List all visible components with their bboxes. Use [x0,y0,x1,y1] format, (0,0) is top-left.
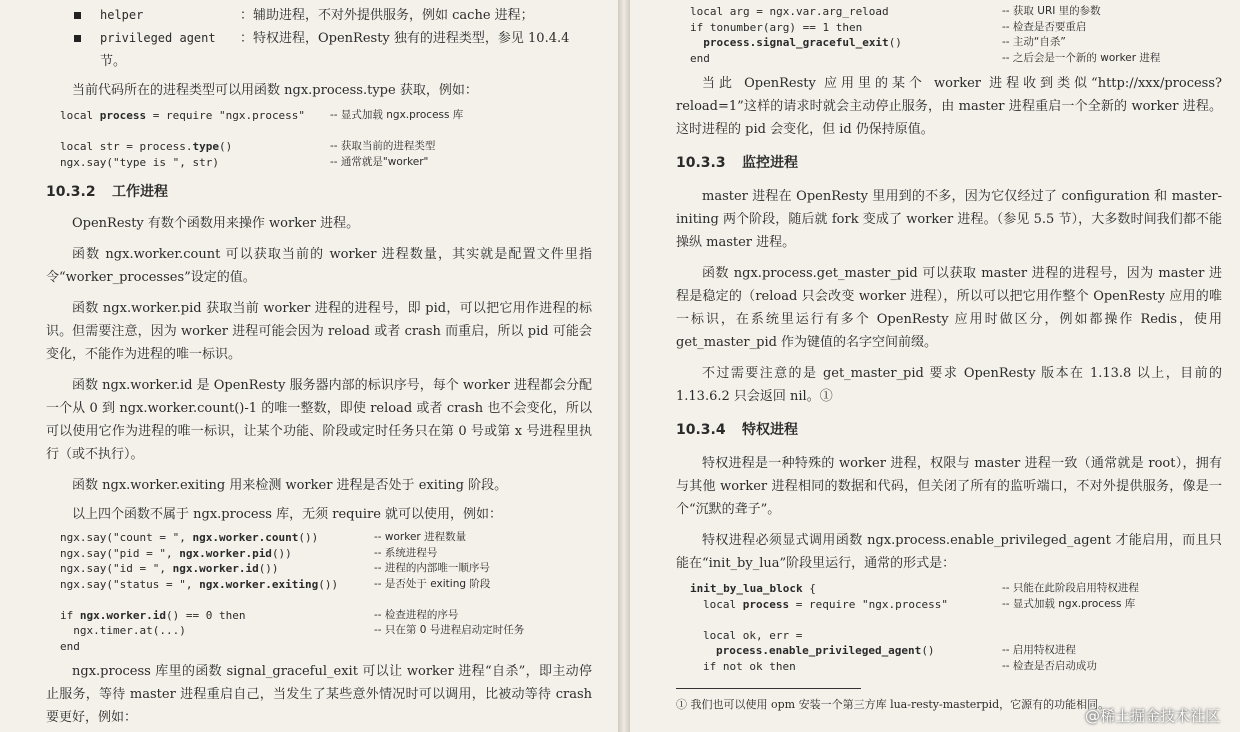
code-comment: -- 只能在此阶段启用特权进程 [1002,582,1139,594]
section-title: 工作进程 [112,184,168,200]
code-plain: { [802,582,816,595]
paragraph-worker-intro: OpenResty 有数个函数用来操作 worker 进程。 [72,216,360,231]
code-plain: ()) [271,546,292,560]
code-line [690,643,1222,659]
code-comment: -- 启用特权进程 [1002,644,1076,656]
code-line [60,608,592,624]
code-plain: if [60,608,80,622]
code-text [60,609,245,622]
code-text [60,156,219,169]
code-keyword: ngx.worker.id [79,608,166,622]
section-heading-worker [46,180,592,204]
footnote-divider [676,688,861,689]
code-plain [690,36,703,49]
code-plain: ngx.say("pid = ", [60,546,180,560]
paragraph-worker-pid: 函数 ngx.worker.pid 获取当前 worker 进程的进程号，即 pid，可以把它用作进程的标识。但需要注意，因为 worker 进程可能会因为 reload 或者 crash 而重启，所以 pid 可能会变化，不能作为进程的唯一标识。 [46,301,592,362]
code-keyword: ngx.worker.exiting [199,577,319,591]
process-type-item [46,27,592,73]
code-line [60,139,592,155]
code-text [690,5,889,18]
process-type-desc: ：特权进程，OpenResty 独有的进程类型，参见 10.4.4 节。 [100,31,570,69]
code-keyword: ngx.worker.count [192,531,299,544]
code-plain: end [60,639,80,653]
left-page [0,0,618,732]
right-page [630,0,1240,732]
code-comment: -- 显式加载 ngx.process 库 [330,109,464,121]
page-gutter [618,0,630,732]
code-line [60,124,592,140]
code-block-worker-funcs [46,530,592,654]
paragraph-privileged-enable: 特权进程必须显式调用函数 ngx.process.enable_privileged_agent 才能启用，而且只能在“init_by_lua”阶段里运行，通常的形式是： [676,533,1222,571]
code-plain: = require "ngx.process" [146,109,306,122]
code-plain: ()) [298,531,319,544]
paragraph-graceful-exit: ngx.process 库里的函数 signal_graceful_exit 可以让 worker 进程“自杀”，即主动停止服务，等待 master 进程重启自己，当发生了某些意外情况时可以调用，比被动等待 crash 要更好，例如： [46,664,592,725]
code-line [60,546,592,562]
section-heading-privileged [676,418,1222,442]
code-comment: -- 是否处于 exiting 阶段 [374,577,491,590]
code-plain: () [921,644,935,657]
code-line [690,51,1222,67]
code-text [690,52,710,65]
code-text [690,36,902,49]
code-line [690,4,1222,20]
code-line [60,155,592,171]
code-comment: -- 获取当前的进程类型 [330,140,436,152]
code-comment: -- 系统进程号 [374,546,438,559]
code-line [60,592,592,608]
code-keyword: process.enable_privileged_agent [716,644,922,657]
code-plain: ()) [258,562,279,575]
code-plain: local ok, err = [703,628,803,642]
code-comment: -- 检查进程的序号 [374,608,459,621]
code-line [690,612,1222,628]
paragraph-worker-exiting: 函数 ngx.worker.exiting 用来检测 worker 进程是否处于 exiting 阶段。 [72,478,508,493]
section-number: 10.3.2 [46,184,96,200]
code-text [60,640,80,653]
paragraph-worker-count: 函数 ngx.worker.count 可以获取当前的 worker 进程数量，其实就是配置文件里指令“worker_processes”设定的值。 [46,247,592,285]
code-line [60,530,592,546]
code-text [690,629,802,642]
code-text [690,21,862,34]
code-text [690,582,816,595]
code-keyword: ngx.worker.pid [179,546,272,560]
code-plain: local [703,597,743,611]
code-keyword: process [742,597,790,611]
code-comment: -- 通常就是"worker" [330,155,429,168]
process-type-item [46,4,592,27]
watermark: @稀土掘金技术社区 [1084,707,1220,725]
code-block-process-type [46,108,592,170]
code-plain: ngx.say("type is ", str) [60,155,219,169]
code-comment: -- 进程的内部唯一顺序号 [374,562,490,574]
code-text [60,109,305,122]
code-plain: ()) [318,577,339,591]
code-plain: end [690,51,710,65]
code-plain: () [218,140,233,153]
paragraph-privileged-intro: 特权进程是一种特殊的 worker 进程，权限与 master 进程一致（通常就是 root），拥有与其他 worker 进程相同的数据和代码，但关闭了所有的监听端口，不对外提供服务，像是一个“沉默的聋子”。 [676,456,1222,517]
process-type-list [46,4,592,73]
code-keyword: type [192,140,219,153]
code-plain: () == 0 then [165,608,246,622]
code-comment: -- 检查是否启动成功 [1002,659,1097,672]
code-text [60,578,338,591]
code-comment: -- 之后会是一个新的 worker 进程 [1002,51,1161,64]
paragraph-master-pid: 函数 ngx.process.get_master_pid 可以获取 master 进程的进程号，因为 master 进程是稳定的（reload 只会改变 worker 进程），所以可以把它用作整个 OpenResty 应用的唯一标识，在系统里运行有多个 OpenResty 应用时做区分，例如都操作 Redis，使用 get_master_pid 作为键值的名字空间前缀。 [676,266,1222,350]
footnote: ① 我们也可以使用 opm 安装一个第三方库 lua-resty-masterpid，它源有的功能相同。 [676,698,1110,711]
code-keyword: ngx.worker.id [172,562,259,575]
code-line [60,108,592,124]
code-line [690,581,1222,597]
process-type-term: privileged agent [100,31,216,45]
code-line [690,20,1222,36]
bullet-square-icon [74,35,81,42]
code-plain: ngx.timer.at(...) [60,624,186,637]
paragraph-worker-id: 函数 ngx.worker.id 是 OpenResty 服务器内部的标识序号，每个 worker 进程都会分配一个从 0 到 ngx.worker.count()-1 的唯一整数，即使 reload 或者 crash 也不会变化，所以可以使用它作为进程的唯一标识，让某个功能、阶段或定时任务只在第 0 号或第 x 号进程里执行（或不执行）。 [46,378,592,462]
code-line [60,623,592,639]
intro-paragraph: 当前代码所在的进程类型可以用函数 ngx.process.type 获取，例如： [72,83,478,98]
process-type-term: helper [100,8,144,22]
code-keyword: process.signal_graceful_exit [703,36,889,49]
code-plain: local str = process. [60,140,193,153]
code-block-reload [676,4,1222,66]
paragraph-master-intro: master 进程在 OpenResty 里用到的不多，因为它仅经过了 configuration 和 master-initing 两个阶段，随后就 fork 变成了 worker 进程。（参见 5.5 节），大多数时间我们都不能操纵 master 进程。 [676,189,1222,250]
section-number: 10.3.4 [676,422,726,438]
code-line [60,577,592,593]
code-text [60,140,232,153]
paragraph-reload: 当此 OpenResty 应用里的某个 worker 进程收到类似“http://xxx/process?reload=1”这样的请求时就会主动停止服务，由 master 进程重启一个全新的 worker 进程。这时进程的 pid 会变化，但 id 仍保持原值。 [676,76,1222,137]
code-comment: -- 主动“自杀” [1002,36,1066,48]
paragraph-no-require: 以上四个函数不属于 ngx.process 库，无须 require 就可以使用，例如： [72,507,503,522]
paragraph-master-version: 不过需要注意的是 get_master_pid 要求 OpenResty 版本在 1.13.8 以上，目前的 1.13.6.2 只会返回 nil。① [676,366,1222,404]
code-comment: -- 只在第 0 号进程启动定时任务 [374,624,525,636]
code-plain: ngx.say("count = ", [60,531,193,544]
code-comment: -- 显式加载 ngx.process 库 [1002,597,1136,610]
code-line [690,35,1222,51]
code-line [60,639,592,655]
code-text [60,531,318,544]
section-title: 监控进程 [742,155,798,171]
code-text [690,660,796,673]
code-comment: -- 检查是否要重启 [1002,20,1087,33]
code-comment: -- 获取 URI 里的参数 [1002,5,1101,17]
bullet-square-icon [74,12,81,19]
code-keyword: process [99,109,147,122]
code-plain: local arg = ngx.var.arg_reload [690,5,889,18]
code-plain: if not ok then [703,659,796,673]
process-type-desc: ：辅助进程，不对外提供服务，例如 cache 进程； [240,8,534,23]
code-text [60,624,186,637]
code-plain: ngx.say("id = ", [60,562,173,575]
section-heading-master [676,151,1222,175]
code-block-privileged [676,581,1222,674]
code-text [690,644,935,657]
section-number: 10.3.3 [676,155,726,171]
code-plain: ngx.say("status = ", [60,577,200,591]
code-plain: = require "ngx.process" [789,597,949,611]
code-keyword: init_by_lua_block [690,582,803,595]
code-comment: -- worker 进程数量 [374,531,467,543]
code-line [60,561,592,577]
code-line [690,659,1222,675]
code-line [690,597,1222,613]
code-plain: () [888,36,902,49]
code-line [690,628,1222,644]
code-text [60,562,279,575]
code-plain: local [60,109,100,122]
code-text [60,547,292,560]
code-text [690,598,948,611]
section-title: 特权进程 [742,422,798,438]
code-plain: if tonumber(arg) == 1 then [690,20,863,34]
